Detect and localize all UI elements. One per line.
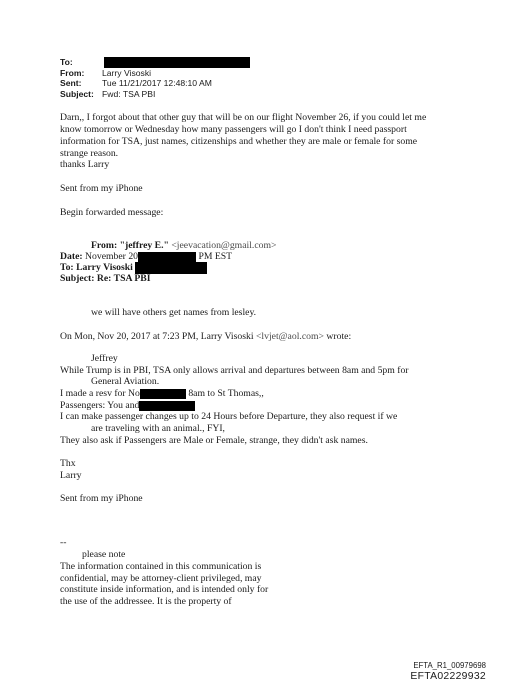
quote-header-suffix: wrote: [326,331,352,342]
disclaimer-line: The information contained in this communication is [60,561,262,572]
quote-line: They also ask if Passengers are Male or Female, strange, they didn't ask names. [60,435,368,446]
sent-value: Tue 11/21/2017 12:48:10 AM [102,78,212,89]
fwd-subject-label: Subject: [60,273,95,284]
begin-forwarded: Begin forwarded message: [60,207,164,218]
sent-from-iphone: Sent from my iPhone [60,493,143,504]
body-line: information for TSA, just names, citizenships and whether they are male or female for some [60,136,418,147]
quote-header-email[interactable]: <lvjet@aol.com> [255,331,324,342]
body-line: strange reason. [60,148,119,159]
from-row [60,68,250,78]
disclaimer-line: constitute inside information, and is intended only for [60,584,269,595]
subject-value: Fwd: TSA PBI [102,88,156,99]
quote-header-prefix: On Mon, Nov 20, 2017 at 7:23 PM, Larry Visoski [60,331,254,342]
fwd-date-row [60,251,232,263]
quote-text: 8am to St Thomas,, [188,388,264,399]
fwd-subject-value: Re: TSA PBI [96,273,151,284]
fwd-to-label: To: [60,262,74,274]
to-label: To: [60,57,73,67]
redaction-bar [138,252,196,262]
fwd-from-name: "jeffrey E." [119,240,169,251]
quote-line: While Trump is in PBI, TSA only allows arrival and departures between 8am and 5pm for [60,365,409,376]
quote-header [60,331,351,343]
fwd-from-email[interactable]: <jeevacation@gmail.com> [171,240,277,251]
quote-line: are traveling with an animal., FYI, [91,423,225,434]
bates-id-small: EFTA_R1_00979698 [413,661,486,670]
quote-line: I can make passenger changes up to 24 Hours before Departure, they also request if we [60,411,398,422]
fwd-from-label: From: [91,240,118,251]
redaction-bar [104,57,250,68]
quote-line: General Aviation. [91,376,160,387]
fwd-date-suffix: PM EST [198,251,233,262]
redaction-bar [140,389,186,399]
bates-id: EFTA02229932 [410,671,486,682]
please-note: please note [82,549,126,560]
sent-from-iphone: Sent from my iPhone [60,183,143,194]
from-value: Larry Visoski [102,68,152,78]
disclaimer-line: the use of the addressee. It is the property of [60,596,232,607]
quote-line [60,388,264,400]
subject-label: Subject: [60,88,94,99]
body-line: Darn,, I forgot about that other guy that will be on our flight November 26, if you could let me [60,112,427,123]
sent-row [60,78,250,88]
from-label: From: [60,68,85,78]
body-line: thanks Larry [60,159,110,170]
fwd-date-label: Date: [60,251,83,262]
reply-text: we will have others get names from lesley. [91,307,257,318]
body-line: know tomorrow or Wednesday how many passengers will go I don't think I need passport [60,124,407,135]
sign-name: Larry [60,470,82,481]
email-header [60,57,250,99]
sent-label: Sent: [60,78,82,89]
quote-line: Jeffrey [91,353,118,364]
sign-thx: Thx [60,458,76,469]
quote-text: I made a resv for No [60,388,140,399]
quote-line [60,400,195,412]
subject-row [60,89,250,99]
fwd-from-row [91,240,276,252]
disclaimer-line: confidential, may be attorney-client privileged, may [60,573,262,584]
fwd-subject-row [60,273,151,285]
signature-dashes: -- [60,537,67,548]
redaction-bar [139,401,195,411]
quote-text: Passengers: You and [60,400,140,411]
to-row [60,57,250,68]
fwd-date-value: November 20 [85,251,139,262]
fwd-to-value: Larry Visoski [76,262,133,274]
